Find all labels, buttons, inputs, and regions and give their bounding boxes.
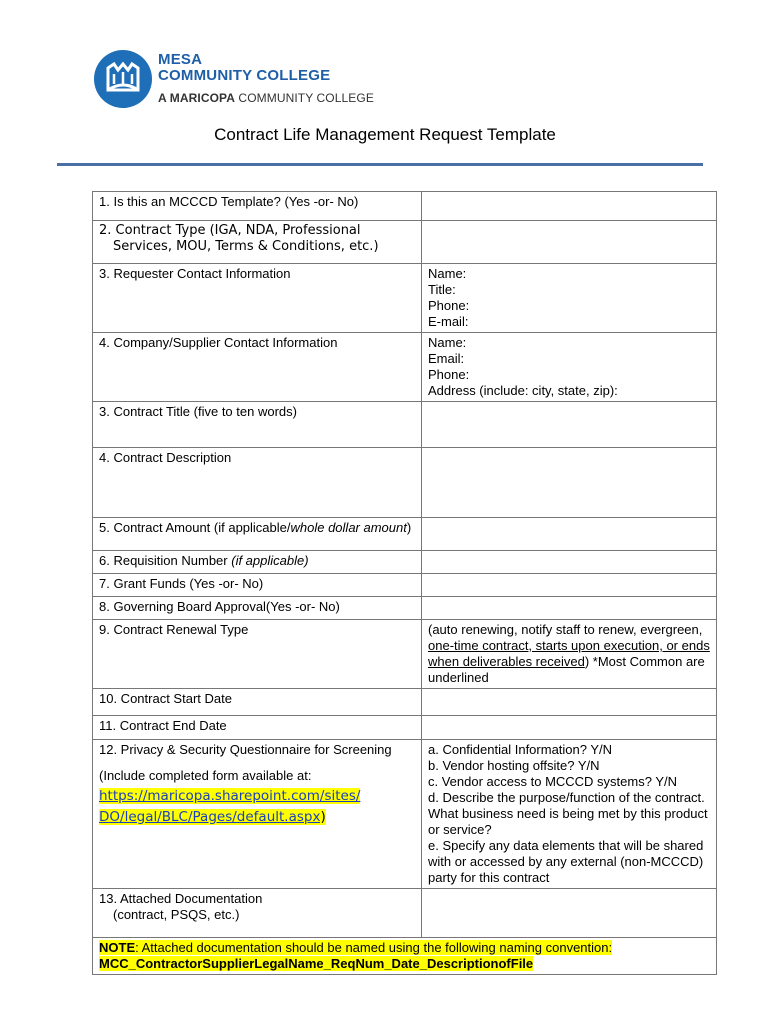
- row-label: 11. Contract End Date: [93, 716, 422, 740]
- logo-text-mesa: MESA: [158, 51, 203, 68]
- title-divider: [57, 163, 703, 166]
- table-row: [93, 597, 717, 620]
- table-row: [93, 551, 717, 574]
- row-label: 2. Contract Type (IGA, NDA, Professional Services, MOU, Terms & Conditions, etc.): [93, 221, 422, 264]
- end-date-field[interactable]: [422, 716, 717, 740]
- table-row: [93, 402, 717, 448]
- row-label: 3. Requester Contact Information: [93, 264, 422, 333]
- contract-description-field[interactable]: [422, 448, 717, 518]
- table-row: [93, 740, 717, 889]
- requester-contact-field[interactable]: Name: Title: Phone: E-mail:: [422, 264, 717, 333]
- request-form-table: [92, 191, 717, 975]
- row-label: 4. Contract Description: [93, 448, 422, 518]
- row-label: 12. Privacy & Security Questionnaire for Screening (Include completed form available at: https://maricopa.sharepoint.com/sites/ DO/legal/BLC/Pages/default.aspx): [93, 740, 422, 889]
- row-label: 7. Grant Funds (Yes -or- No): [93, 574, 422, 597]
- table-row: [93, 264, 717, 333]
- table-row: [93, 938, 717, 975]
- row-label: 3. Contract Title (five to ten words): [93, 402, 422, 448]
- row-label: 1. Is this an MCCCD Template? (Yes -or- No): [93, 192, 422, 221]
- contract-title-field[interactable]: [422, 402, 717, 448]
- logo-text-community-college: COMMUNITY COLLEGE: [158, 67, 331, 84]
- table-row: [93, 620, 717, 689]
- board-approval-field[interactable]: [422, 597, 717, 620]
- table-row: [93, 192, 717, 221]
- college-logo: [94, 50, 394, 112]
- table-row: [93, 689, 717, 716]
- naming-convention-note: NOTE: Attached documentation should be named using the following naming convention: MCC_ContractorSupplierLegalName_ReqNum_Date_DescriptionofFile: [93, 938, 717, 975]
- privacy-questionnaire-field[interactable]: a. Confidential Information? Y/N b. Vendor hosting offsite? Y/N c. Vendor access to MCCCD systems? Y/N d. Describe the purpose/function of the contract. What business need is being met by this product or service? e. Specify any data elements that will be shared with or accessed by any external (non-MCCCD) party for this contract: [422, 740, 717, 889]
- contract-type-field[interactable]: [422, 221, 717, 264]
- sharepoint-link-continued[interactable]: DO/legal/BLC/Pages/default.aspx: [99, 809, 321, 825]
- table-row: [93, 333, 717, 402]
- grant-funds-field[interactable]: [422, 574, 717, 597]
- contract-amount-field[interactable]: [422, 518, 717, 551]
- supplier-contact-field[interactable]: Name: Email: Phone: Address (include: city, state, zip):: [422, 333, 717, 402]
- renewal-type-field[interactable]: (auto renewing, notify staff to renew, evergreen, one-time contract, starts upon execution, or ends when deliverables received) *Most Common are underlined: [422, 620, 717, 689]
- table-row: [93, 518, 717, 551]
- table-row: [93, 448, 717, 518]
- table-row: [93, 716, 717, 740]
- logo-tagline: A MARICOPA COMMUNITY COLLEGE: [158, 91, 374, 105]
- document-title: Contract Life Management Request Template: [214, 125, 556, 144]
- requisition-number-field[interactable]: [422, 551, 717, 574]
- table-row: [93, 221, 717, 264]
- table-row: [93, 889, 717, 938]
- start-date-field[interactable]: [422, 689, 717, 716]
- row-label: 13. Attached Documentation (contract, PSQS, etc.): [93, 889, 422, 938]
- row-label: 6. Requisition Number (if applicable): [93, 551, 422, 574]
- naming-convention-example: MCC_ContractorSupplierLegalName_ReqNum_Date_DescriptionofFile: [99, 956, 534, 971]
- table-row: [93, 574, 717, 597]
- sharepoint-link[interactable]: https://maricopa.sharepoint.com/sites/: [99, 788, 361, 804]
- row-label: 10. Contract Start Date: [93, 689, 422, 716]
- questionnaire-note: (Include completed form available at:: [99, 768, 312, 783]
- row-label: 9. Contract Renewal Type: [93, 620, 422, 689]
- row-label: 5. Contract Amount (if applicable/whole dollar amount): [93, 518, 422, 551]
- row-label: 4. Company/Supplier Contact Information: [93, 333, 422, 402]
- row-label: 8. Governing Board Approval(Yes -or- No): [93, 597, 422, 620]
- privacy-questionnaire-label: 12. Privacy & Security Questionnaire for Screening: [99, 742, 392, 757]
- college-logo-icon: [94, 50, 152, 108]
- attached-documentation-field[interactable]: [422, 889, 717, 938]
- mcccd-template-field[interactable]: [422, 192, 717, 221]
